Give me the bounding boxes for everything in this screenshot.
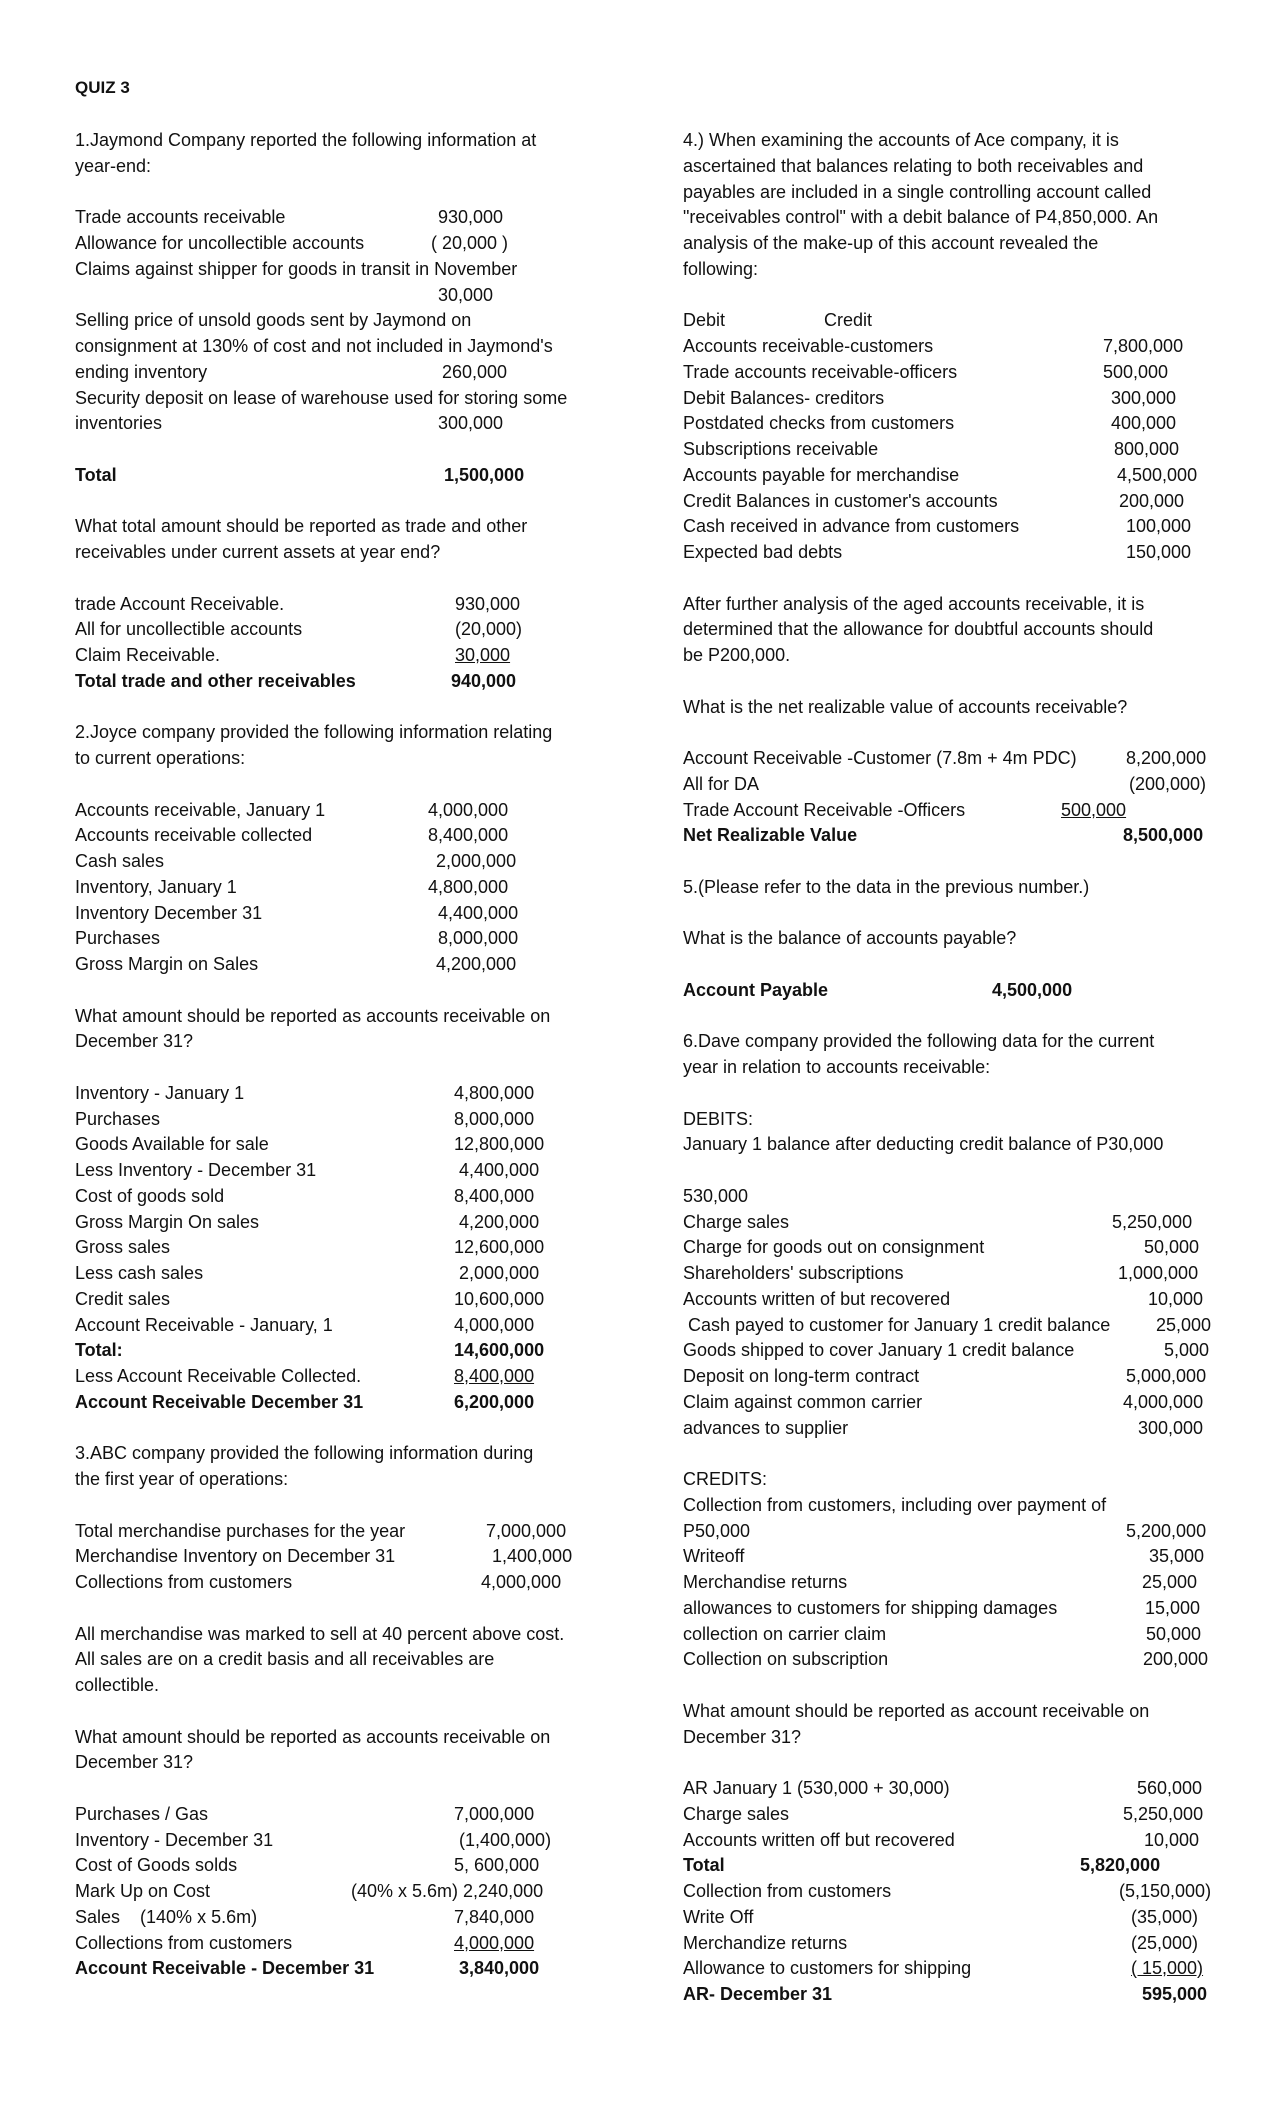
item-value: 30,000: [455, 645, 511, 665]
item-label: Trade accounts receivable: [75, 207, 286, 228]
q3-question: What amount should be reported as accounts receivable on: [75, 1726, 551, 1747]
item-label: Total merchandise purchases for the year: [75, 1520, 406, 1541]
item-label: Charge for goods out on consignment: [683, 1237, 985, 1258]
item-label: Account Receivable -Customer (7.8m + 4m PDC): [683, 748, 1077, 768]
q5-answer: [683, 978, 1263, 1004]
item-label: Credit sales: [75, 1288, 171, 1309]
item-label: Trade accounts receivable-officers: [683, 361, 958, 382]
item-label: ending inventory: [75, 361, 208, 382]
q6-credit: [683, 1519, 1263, 1545]
item-value: 25,000: [1142, 1572, 1198, 1592]
item-value: 560,000: [1137, 1778, 1203, 1798]
q4-answer-row: [683, 798, 1263, 824]
item-value: 5,200,000: [1126, 1520, 1207, 1541]
item-label: Claim Receivable.: [75, 645, 221, 665]
q6-debits-header: DEBITS:: [683, 1108, 754, 1129]
item-label: Purchases: [75, 928, 161, 949]
item-value: 595,000: [1142, 1984, 1208, 2004]
q3-item: [75, 1544, 635, 1570]
item-label: Write Off: [683, 1906, 754, 1927]
item-label: Subscriptions receivable: [683, 439, 879, 459]
q6-answer-row: [683, 1879, 1263, 1905]
q3-prompt: 3.ABC company provided the following information during: [75, 1443, 534, 1464]
item-value: 1,400,000: [492, 1546, 573, 1567]
q2-answer-row: [75, 1107, 635, 1133]
item-label: Trade Account Receivable -Officers: [683, 799, 966, 820]
item-label: Account Receivable - January, 1: [75, 1314, 333, 1335]
item-value: 4,400,000: [438, 902, 519, 923]
q4-answer-row: [683, 746, 1263, 772]
q1-item: consignment at 130% of cost and not included in Jaymond's: [75, 336, 553, 356]
item-value: 5,250,000: [1112, 1211, 1193, 1232]
q1-item: [75, 360, 635, 386]
item-label: Writeoff: [683, 1546, 745, 1567]
item-label: Total: [683, 1855, 725, 1876]
q3-answer-row: [75, 1905, 635, 1931]
q1-item: [75, 205, 635, 231]
item-value: 4,200,000: [436, 954, 517, 974]
q2-item: [75, 901, 635, 927]
q2-item: [75, 798, 635, 824]
item-value: 300,000: [1138, 1417, 1204, 1438]
item-label: Total:: [75, 1340, 123, 1361]
item-label: Cost of goods sold: [75, 1185, 225, 1206]
item-value: (20,000): [455, 619, 523, 640]
q1-item: Security deposit on lease of warehouse used for storing some: [75, 387, 568, 408]
q6-answer-row: [683, 1802, 1263, 1828]
q1-answer-row: [75, 643, 635, 669]
q3-item: [75, 1570, 635, 1596]
q4-item: [683, 386, 1263, 412]
item-value: (25,000): [1131, 1932, 1199, 1953]
q6-debit: [683, 1416, 1263, 1442]
item-label: inventories: [75, 413, 163, 434]
q6-credits-header: CREDITS:: [683, 1469, 768, 1489]
item-value: 50,000: [1146, 1623, 1202, 1644]
item-label: Accounts receivable collected: [75, 825, 313, 846]
q6-answer-row: [683, 1931, 1263, 1957]
q6-debit: [683, 1338, 1263, 1364]
right-column: [683, 128, 1263, 2008]
item-value: 8,400,000: [428, 825, 509, 846]
item-value: ( 20,000 ): [431, 233, 509, 253]
item-label: Less cash sales: [75, 1263, 204, 1283]
q4-prompt: payables are included in a single controlling account called: [683, 181, 1152, 202]
q1-answer-total: [75, 669, 635, 695]
item-label: Collection on subscription: [683, 1649, 889, 1670]
q2-answer-row: [75, 1235, 635, 1261]
item-value: (200,000): [1129, 773, 1207, 794]
item-label: Collections from customers: [75, 1572, 293, 1592]
item-label: Collections from customers: [75, 1932, 293, 1953]
item-label: AR- December 31: [683, 1984, 833, 2004]
q6-answer-row: [683, 1828, 1263, 1854]
item-value: 30,000: [438, 284, 494, 305]
item-value: 800,000: [1114, 439, 1180, 459]
q2-prompt: to current operations:: [75, 748, 246, 768]
q1-item: [75, 411, 635, 437]
item-label: Charge sales: [683, 1211, 790, 1232]
item-label: Inventory - December 31: [75, 1829, 274, 1850]
item-value: 12,600,000: [454, 1237, 545, 1258]
item-value: 7,840,000: [454, 1906, 535, 1927]
q1-prompt: year-end:: [75, 155, 152, 176]
item-label: Total trade and other receivables: [75, 670, 356, 691]
item-label: Less Inventory - December 31: [75, 1160, 317, 1180]
q3-note: All merchandise was marked to sell at 40 percent above cost.: [75, 1623, 565, 1644]
item-value: (40% x 5.6m) 2,240,000: [351, 1881, 544, 1901]
q6-answer-total: [683, 1853, 1263, 1879]
q4-header: [683, 308, 1263, 334]
item-value: 400,000: [1111, 413, 1177, 434]
q4-prompt: "receivables control" with a debit balance of P4,850,000. An: [683, 207, 1159, 228]
item-label: Account Payable: [683, 979, 829, 1000]
q2-item: [75, 849, 635, 875]
item-label: Inventory December 31: [75, 902, 263, 923]
q6-jan-value: 530,000: [683, 1185, 749, 1206]
q6-debit: [683, 1364, 1263, 1390]
q6-debit: [683, 1261, 1263, 1287]
item-value: 4,400,000: [459, 1160, 540, 1180]
item-value: 10,000: [1144, 1829, 1200, 1850]
q2-answer-row: [75, 1081, 635, 1107]
q1-item: Selling price of unsold goods sent by Jaymond on: [75, 310, 472, 331]
item-value: 5,250,000: [1123, 1803, 1204, 1824]
q3-answer-row: [75, 1931, 635, 1957]
q6-credit: Collection from customers, including over payment of: [683, 1494, 1107, 1515]
q1-answer-row: [75, 592, 635, 618]
item-value: 4,500,000: [992, 979, 1073, 1000]
q6-answer-result: [683, 1982, 1263, 2008]
q1-item: [75, 231, 635, 257]
item-label: allowances to customers for shipping damages: [683, 1597, 1058, 1618]
item-label: trade Account Receivable.: [75, 593, 285, 614]
q3-answer-row: [75, 1802, 635, 1828]
total-value: 1,500,000: [444, 464, 525, 485]
item-label: Deposit on long-term contract: [683, 1366, 920, 1386]
q6-debit: [683, 1235, 1263, 1261]
q4-prompt: following:: [683, 258, 759, 279]
item-label: Postdated checks from customers: [683, 413, 955, 434]
q2-question: What amount should be reported as accounts receivable on: [75, 1005, 551, 1026]
q4-item: [683, 360, 1263, 386]
item-label: Inventory - January 1: [75, 1082, 245, 1103]
q3-note: All sales are on a credit basis and all receivables are: [75, 1649, 495, 1670]
item-label: Inventory, January 1: [75, 876, 237, 897]
item-value: 12,800,000: [454, 1134, 545, 1155]
q6-question: December 31?: [683, 1726, 802, 1747]
item-label: Credit Balances in customer's accounts: [683, 490, 998, 511]
q2-answer-row: [75, 1158, 635, 1184]
item-label: Account Receivable December 31: [75, 1391, 364, 1412]
q4-item: [683, 437, 1263, 463]
item-value: 25,000: [1156, 1314, 1212, 1335]
item-label: Cost of Goods solds: [75, 1855, 238, 1876]
credit-header: Credit: [824, 310, 873, 331]
item-label: Cash payed to customer for January 1 credit balance: [683, 1314, 1111, 1335]
item-label: Goods shipped to cover January 1 credit balance: [683, 1340, 1075, 1361]
q4-prompt: analysis of the make-up of this account revealed the: [683, 233, 1099, 253]
q2-answer-row: [75, 1364, 635, 1390]
quiz-title: QUIZ 3: [75, 78, 130, 97]
q4-item: [683, 514, 1263, 540]
item-label: Merchandise Inventory on December 31: [75, 1546, 396, 1567]
item-value: 4,000,000: [428, 799, 509, 820]
q3-note: collectible.: [75, 1675, 160, 1695]
item-label: Sales (140% x 5.6m): [75, 1906, 258, 1927]
q2-item: [75, 926, 635, 952]
q3-question: December 31?: [75, 1752, 194, 1773]
q2-answer-result: [75, 1390, 635, 1416]
item-value: 8,200,000: [1126, 748, 1207, 768]
item-value: 7,000,000: [454, 1803, 535, 1824]
item-value: 930,000: [455, 593, 521, 614]
debit-header: Debit: [683, 310, 726, 331]
q1-item: Claims against shipper for goods in transit in November: [75, 258, 518, 279]
item-value: 8,500,000: [1123, 825, 1204, 846]
item-value: 1,000,000: [1118, 1263, 1199, 1283]
q6-credit: [683, 1596, 1263, 1622]
item-value: (5,150,000): [1119, 1881, 1212, 1901]
q2-answer-row: [75, 1287, 635, 1313]
q5-prompt: 5.(Please refer to the data in the previous number.): [683, 876, 1090, 897]
q4-prompt: ascertained that balances relating to both receivables and: [683, 155, 1144, 176]
item-value: 940,000: [451, 670, 517, 691]
item-value: 930,000: [438, 207, 504, 228]
item-label: All for uncollectible accounts: [75, 619, 303, 640]
q6-credit: [683, 1544, 1263, 1570]
q3-answer-result: [75, 1956, 635, 1982]
q2-item: [75, 875, 635, 901]
item-value: 5, 600,000: [454, 1855, 540, 1876]
q2-item: [75, 823, 635, 849]
item-value: 300,000: [1111, 387, 1177, 408]
item-label: P50,000: [683, 1520, 751, 1541]
q4-item: [683, 463, 1263, 489]
item-label: AR January 1 (530,000 + 30,000): [683, 1778, 950, 1798]
item-value: 200,000: [1143, 1649, 1209, 1670]
q4-question: What is the net realizable value of accounts receivable?: [683, 696, 1128, 717]
item-value: 3,840,000: [459, 1958, 540, 1979]
q6-question: What amount should be reported as account receivable on: [683, 1700, 1150, 1721]
item-value: 4,000,000: [481, 1572, 562, 1592]
item-label: Gross Margin on Sales: [75, 954, 259, 974]
item-value: 4,800,000: [454, 1082, 535, 1103]
item-value: 300,000: [438, 413, 504, 434]
item-value: 10,600,000: [454, 1288, 545, 1309]
item-value: 4,000,000: [454, 1932, 535, 1953]
item-label: Debit Balances- creditors: [683, 387, 885, 408]
q1-prompt: 1.Jaymond Company reported the following information at: [75, 130, 537, 150]
q4-prompt: 4.) When examining the accounts of Ace company, it is: [683, 130, 1119, 150]
q3-prompt: the first year of operations:: [75, 1469, 289, 1489]
q2-answer-total: [75, 1338, 635, 1364]
q1-question: receivables under current assets at year end?: [75, 542, 441, 562]
q1-question: What total amount should be reported as trade and other: [75, 516, 528, 537]
q2-question: December 31?: [75, 1031, 194, 1052]
item-label: Claim against common carrier: [683, 1391, 923, 1412]
item-value: 4,800,000: [428, 876, 509, 897]
item-value: 4,000,000: [454, 1314, 535, 1335]
item-value: 4,000,000: [1123, 1391, 1204, 1412]
item-label: Goods Available for sale: [75, 1134, 269, 1155]
item-value: 500,000: [1103, 361, 1169, 382]
item-label: advances to supplier: [683, 1417, 849, 1438]
item-label: Accounts payable for merchandise: [683, 464, 960, 485]
q3-answer-row: [75, 1879, 635, 1905]
item-value: 4,500,000: [1117, 464, 1198, 485]
q2-prompt: 2.Joyce company provided the following information relating: [75, 722, 553, 743]
q2-answer-row: [75, 1313, 635, 1339]
item-label: Allowance to customers for shipping: [683, 1958, 972, 1979]
item-label: Less Account Receivable Collected.: [75, 1366, 362, 1386]
item-value: 50,000: [1144, 1237, 1200, 1258]
item-label: Shareholders' subscriptions: [683, 1263, 904, 1283]
item-label: Net Realizable Value: [683, 825, 858, 846]
item-value: 2,000,000: [459, 1263, 540, 1283]
item-value: 100,000: [1126, 516, 1192, 537]
q4-item: [683, 411, 1263, 437]
q6-debit: [683, 1210, 1263, 1236]
item-label: Gross Margin On sales: [75, 1211, 260, 1232]
item-value: (35,000): [1131, 1906, 1199, 1927]
item-value: 2,000,000: [436, 851, 517, 871]
q3-item: [75, 1519, 635, 1545]
item-label: Purchases: [75, 1108, 161, 1129]
q4-answer-result: [683, 823, 1263, 849]
q4-item: [683, 540, 1263, 566]
q6-prompt: year in relation to accounts receivable:: [683, 1057, 991, 1077]
q1-item: [75, 283, 635, 309]
item-label: Charge sales: [683, 1803, 790, 1824]
item-value: 5,000,000: [1126, 1366, 1207, 1386]
item-label: Purchases / Gas: [75, 1803, 209, 1824]
item-value: 150,000: [1126, 542, 1192, 562]
total-label: Total: [75, 464, 117, 485]
item-value: 500,000: [1061, 799, 1127, 820]
q6-answer-row: [683, 1776, 1263, 1802]
q4-answer-row: [683, 772, 1263, 798]
q6-answer-row: [683, 1956, 1263, 1982]
q3-answer-row: [75, 1853, 635, 1879]
item-value: 15,000: [1145, 1597, 1201, 1618]
q6-answer-row: [683, 1905, 1263, 1931]
q6-debit: [683, 1287, 1263, 1313]
item-label: Gross sales: [75, 1237, 171, 1258]
item-label: Accounts receivable, January 1: [75, 799, 326, 820]
q5-question: What is the balance of accounts payable?: [683, 928, 1017, 949]
q6-debit: [683, 1390, 1263, 1416]
item-value: ( 15,000): [1131, 1958, 1204, 1979]
item-value: 14,600,000: [454, 1340, 545, 1361]
item-label: Expected bad debts: [683, 542, 843, 562]
q6-debit: [683, 1313, 1263, 1339]
item-value: 8,000,000: [438, 928, 519, 949]
item-value: 6,200,000: [454, 1391, 535, 1412]
item-value: 10,000: [1148, 1288, 1204, 1309]
q2-answer-row: [75, 1184, 635, 1210]
item-label: Merchandise returns: [683, 1572, 848, 1592]
item-value: 200,000: [1119, 490, 1185, 511]
item-label: Account Receivable - December 31: [75, 1958, 375, 1979]
item-value: 8,400,000: [454, 1366, 535, 1386]
item-label: Accounts receivable-customers: [683, 336, 934, 356]
q4-item: [683, 334, 1263, 360]
q6-credit: [683, 1647, 1263, 1673]
q4-after: After further analysis of the aged accounts receivable, it is: [683, 593, 1145, 614]
item-label: Cash sales: [75, 851, 165, 871]
item-label: Mark Up on Cost: [75, 1881, 211, 1901]
item-label: Allowance for uncollectible accounts: [75, 233, 365, 253]
item-label: Merchandize returns: [683, 1932, 848, 1953]
q4-after: be P200,000.: [683, 645, 791, 665]
item-value: 5,820,000: [1080, 1855, 1161, 1876]
item-value: 35,000: [1149, 1546, 1205, 1567]
q6-credit: [683, 1622, 1263, 1648]
q2-answer-row: [75, 1210, 635, 1236]
q6-credit: [683, 1570, 1263, 1596]
item-label: All for DA: [683, 773, 760, 794]
item-label: collection on carrier claim: [683, 1623, 887, 1644]
q1-total: [75, 463, 635, 489]
item-label: Collection from customers: [683, 1881, 892, 1901]
q4-item: [683, 489, 1263, 515]
item-label: Accounts written off but recovered: [683, 1829, 955, 1850]
item-value: 7,800,000: [1103, 336, 1184, 356]
q2-answer-row: [75, 1261, 635, 1287]
q1-answer-row: [75, 617, 635, 643]
item-value: (1,400,000): [459, 1829, 552, 1850]
item-value: 7,000,000: [486, 1520, 567, 1541]
q3-answer-row: [75, 1828, 635, 1854]
q6-prompt: 6.Dave company provided the following data for the current: [683, 1031, 1155, 1052]
q2-answer-row: [75, 1132, 635, 1158]
item-value: 5,000: [1164, 1340, 1210, 1361]
item-label: Cash received in advance from customers: [683, 516, 1020, 537]
left-column: [75, 128, 635, 1982]
q4-after: determined that the allowance for doubtful accounts should: [683, 619, 1154, 640]
item-value: 260,000: [442, 361, 508, 382]
item-value: 8,000,000: [454, 1108, 535, 1129]
item-label: Accounts written of but recovered: [683, 1288, 951, 1309]
q2-item: [75, 952, 635, 978]
item-value: 8,400,000: [454, 1185, 535, 1206]
q6-jan-label: January 1 balance after deducting credit balance of P30,000: [683, 1134, 1164, 1155]
item-value: 4,200,000: [459, 1211, 540, 1232]
